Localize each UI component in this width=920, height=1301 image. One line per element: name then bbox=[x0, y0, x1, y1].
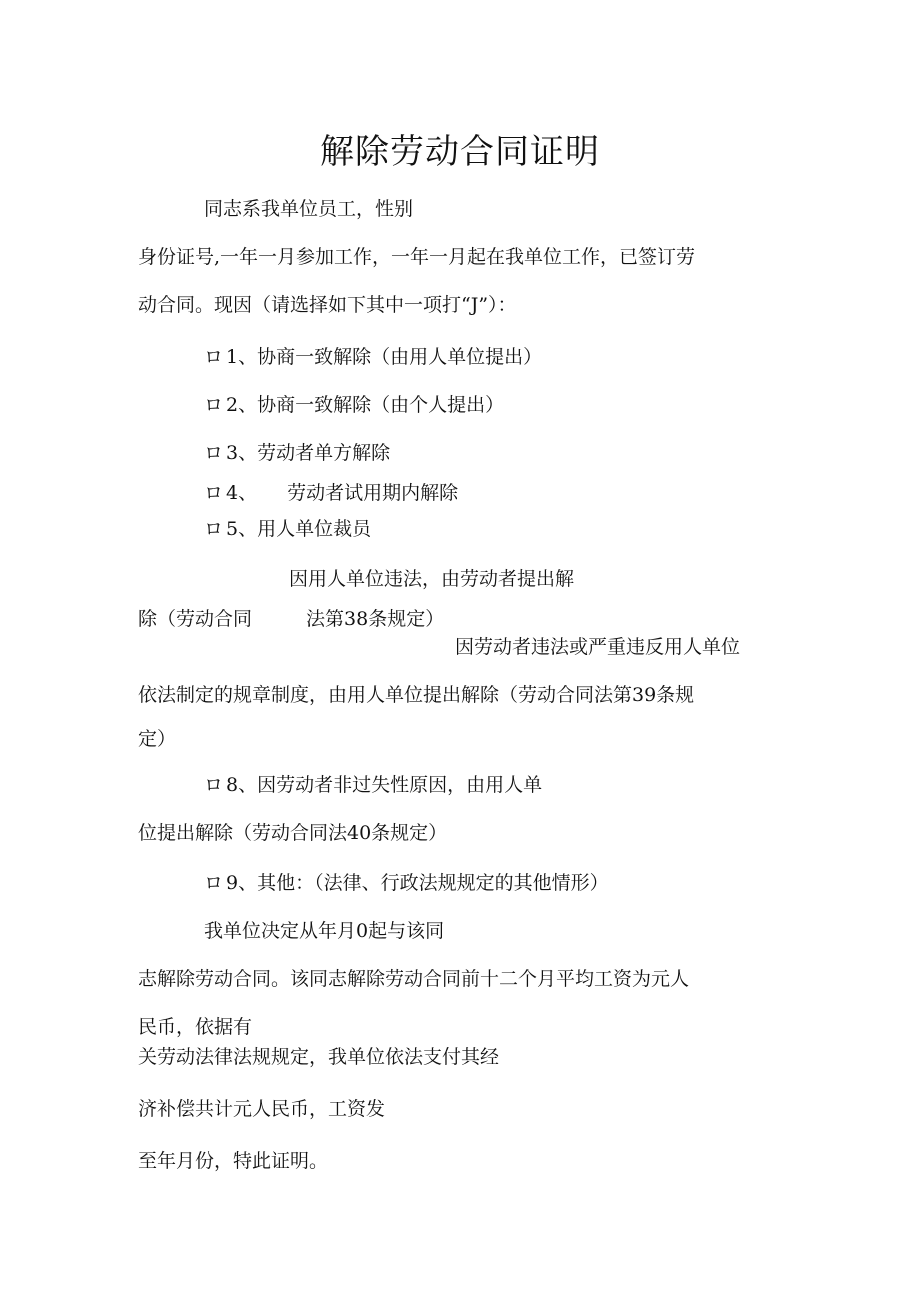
closing-line-3: 民币，依据有 bbox=[138, 1016, 253, 1038]
closing-line-6: 至年月份，特此证明。 bbox=[138, 1150, 329, 1172]
option-9 bbox=[204, 870, 609, 896]
option-3-text: 3、劳动者单方解除 bbox=[226, 442, 391, 464]
option-6-line-2a: 除（劳动合同 bbox=[138, 608, 253, 630]
option-5 bbox=[204, 516, 371, 542]
option-8-line-1 bbox=[204, 772, 542, 798]
checkbox-icon: ロ bbox=[204, 482, 224, 504]
closing-line-4: 关劳动法律法规规定，我单位依法支付其经 bbox=[138, 1046, 500, 1068]
closing-line-5: 济补偿共计元人民币，工资发 bbox=[138, 1098, 386, 1120]
option-6-line-1: 因用人单位违法，由劳动者提出解 bbox=[289, 568, 575, 590]
option-9-text: 9、其他：（法律、行政法规规定的其他情形） bbox=[226, 872, 609, 894]
option-7-line-2: 依法制定的规章制度，由用人单位提出解除（劳动合同法第39条规 bbox=[138, 684, 695, 706]
intro-line-2: 身份证号,一年一月参加工作，一年一月起在我单位工作，已签订劳 bbox=[138, 246, 696, 268]
intro-line-1: 同志系我单位员工，性别 bbox=[204, 198, 414, 220]
option-1 bbox=[204, 344, 542, 370]
checkbox-icon: ロ bbox=[204, 394, 224, 416]
option-5-text: 5、用人单位裁员 bbox=[226, 518, 372, 540]
closing-line-2: 志解除劳动合同。该同志解除劳动合同前十二个月平均工资为元人 bbox=[138, 968, 690, 990]
option-6-line-2 bbox=[138, 606, 444, 632]
checkbox-icon: ロ bbox=[204, 346, 224, 368]
checkbox-icon: ロ bbox=[204, 442, 224, 464]
intro-line-3: 动合同。现因（请选择如下其中一项打“J”）： bbox=[138, 294, 517, 316]
checkbox-icon: ロ bbox=[204, 872, 224, 894]
option-4-number: 4、 bbox=[226, 482, 258, 504]
option-4-text: 劳动者试用期内解除 bbox=[287, 482, 459, 504]
option-2-text: 2、协商一致解除（由个人提出） bbox=[226, 394, 505, 416]
option-7-line-1: 因劳动者违法或严重违反用人单位 bbox=[455, 636, 741, 658]
option-6-line-2b: 法第38条规定） bbox=[306, 608, 445, 630]
option-2 bbox=[204, 392, 504, 418]
option-1-text: 1、协商一致解除（由用人单位提出） bbox=[226, 346, 543, 368]
option-3 bbox=[204, 440, 390, 466]
option-8-text: 8、因劳动者非过失性原因，由用人单 bbox=[226, 774, 543, 796]
option-7-line-3: 定） bbox=[138, 728, 177, 750]
option-8-line-2: 位提出解除（劳动合同法40条规定） bbox=[138, 822, 448, 844]
closing-line-1: 我单位决定从年月0起与该同 bbox=[204, 920, 445, 942]
option-4 bbox=[204, 480, 458, 506]
document-title: 解除劳动合同证明 bbox=[320, 132, 600, 172]
checkbox-icon: ロ bbox=[204, 774, 224, 796]
checkbox-icon: ロ bbox=[204, 518, 224, 540]
